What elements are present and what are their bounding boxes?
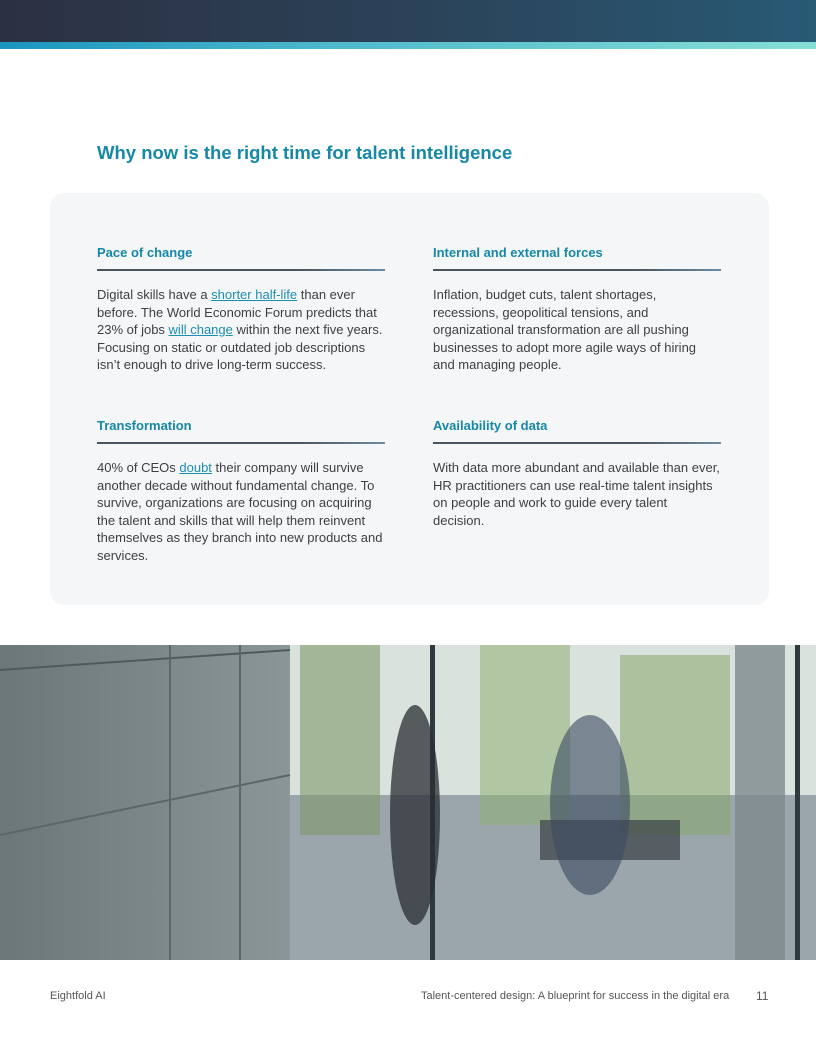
body-text: within the next five years. Focusing on static or outdated job descriptions isn’t enough to drive long-term success. — [97, 322, 383, 372]
body-text: their company will survive another decade without fundamental change. To survive, organizations are focusing on acquiring the talent and skills that will help them reinvent themselves as they branch into new products and services. — [97, 460, 383, 563]
info-card — [50, 193, 769, 605]
footer-brand: Eightfold AI — [50, 990, 106, 1002]
header-bar — [0, 0, 816, 42]
page-number: 11 — [756, 989, 769, 1003]
section-body — [433, 459, 721, 529]
body-text: Digital skills have a — [97, 287, 212, 302]
section-heading: Pace of change — [97, 245, 193, 260]
body-text: 40% of CEOs — [97, 460, 180, 475]
divider — [433, 442, 721, 444]
section-availability-of-data — [433, 418, 721, 529]
section-body — [97, 286, 385, 374]
section-transformation — [97, 418, 385, 564]
body-text: With data more abundant and available than ever, HR practitioners can use real-time talent insights on people and work to guide every talent decision. — [433, 460, 720, 528]
section-pace-of-change — [97, 245, 385, 374]
body-text: Inflation, budget cuts, talent shortages, recessions, geopolitical tensions, and organizational transformation are all pushing businesses to adopt more agile ways of hiring and managing people. — [433, 287, 697, 372]
section-internal-external-forces — [433, 245, 721, 374]
office-hallway-photo — [0, 645, 816, 960]
section-heading: Internal and external forces — [433, 245, 603, 260]
section-body — [433, 286, 721, 374]
inline-link[interactable]: doubt — [179, 460, 212, 475]
inline-link[interactable]: will change — [168, 322, 233, 337]
header-accent-stripe — [0, 42, 816, 49]
divider — [433, 269, 721, 271]
divider — [97, 442, 385, 444]
inline-link[interactable]: shorter half-life — [211, 287, 298, 302]
section-body — [97, 459, 385, 564]
footer-document-title: Talent-centered design: A blueprint for success in the digital era — [421, 990, 730, 1002]
page-title: Why now is the right time for talent intelligence — [97, 142, 513, 163]
section-heading: Availability of data — [433, 418, 548, 433]
body-text: than ever before. The World Economic Forum predicts that 23% of jobs — [97, 287, 377, 337]
section-heading: Transformation — [97, 418, 192, 433]
divider — [97, 269, 385, 271]
